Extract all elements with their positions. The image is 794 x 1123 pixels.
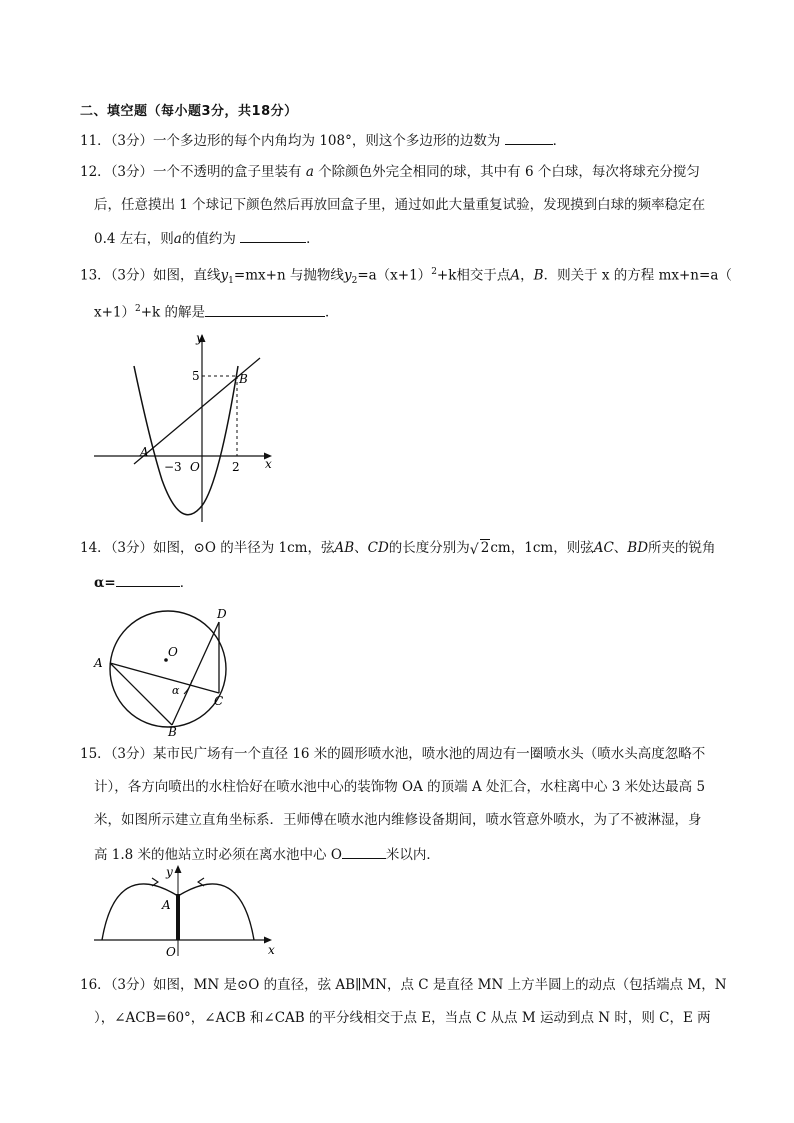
q14-text-1d: 所夹的锐角 [648, 540, 716, 556]
q13-comma: ， [520, 267, 534, 284]
question-15-line-1 [80, 744, 720, 764]
q16-number: 16． [80, 977, 111, 993]
q15-answer-blank[interactable] [342, 843, 386, 859]
q13-point-a: A [510, 267, 521, 284]
q16-text-1: 如图，MN 是⊙O 的直径，弦 AB∥MN，点 C 是直径 MN 上方半圆上的动点（包括端点 M，N [153, 977, 727, 993]
q15-number: 15． [80, 746, 111, 762]
q15-left-jet-arrow [152, 878, 158, 886]
q14-chord-bd [172, 622, 219, 725]
q14-sqrt-num: 2 [480, 540, 490, 556]
q13-sup-2: 2 [431, 267, 437, 277]
q13-text-1c: =a（x+1） [357, 267, 432, 284]
q13-label-b: B [239, 372, 248, 386]
q13-label-x: x [265, 457, 272, 471]
question-12-line-1 [80, 162, 720, 182]
q12-text-3b: 的值约为 [181, 231, 236, 247]
q15-score: （3分） [110, 746, 154, 762]
q13-y1: y [220, 267, 229, 284]
q13-label-y: y [196, 331, 203, 345]
q14-alpha-arc [184, 680, 192, 694]
q15-right-jet-arrow [198, 878, 204, 886]
q14-sep: 、 [354, 540, 368, 556]
q12-text-1b: 个除颜色外完全相同的球，其中有 6 个白球，每次将球充分搅匀 [318, 164, 700, 180]
q12-score: （3分） [110, 164, 154, 180]
q11-score: （3分） [110, 133, 154, 149]
question-12-line-3 [94, 227, 734, 249]
question-13-line-1 [80, 262, 732, 291]
q15-text-4b: 米以内． [385, 847, 440, 863]
q13-graph [90, 330, 280, 526]
q16-score: （3分） [110, 977, 154, 993]
q14-chord-ac [110, 663, 219, 693]
question-15-line-4 [94, 843, 734, 865]
q14-text-1c: cm，1cm，则弦 [490, 540, 594, 556]
q13-text-1e: ．则关于 x 的方程 mx+n=a（ [543, 267, 732, 284]
q12-text-1a: 一个不透明的盒子里装有 [153, 164, 302, 180]
q13-label-o: O [190, 460, 200, 474]
q15-label-x: x [268, 943, 275, 957]
q16-text-2: ），∠ACB=60°，∠ACB 和∠CAB 的平分线相交于点 E，当点 C 从点 M 运动到点 N 时，则 C，E 两 [94, 1010, 711, 1026]
q15-label-a: A [162, 898, 171, 912]
question-13-line-2 [94, 299, 734, 323]
q13-text-1d: +k相交于点 [436, 267, 511, 284]
q15-text-4a: 高 1.8 米的他站立时必须在离水池中心 O [94, 847, 342, 863]
q15-text-3: 米，如图所示建立直角坐标系．王师傅在喷水池内维修设备期间，喷水管意外喷水，为了不被淋湿，身 [94, 812, 702, 828]
q14-circle-figure [92, 608, 242, 736]
q14-ab: AB [334, 540, 355, 556]
q15-text-2: 计），各方向喷出的水柱恰好在喷水池中心的装饰物 OA 的顶端 A 处汇合，水柱离中心 3 米处达最高 5 [94, 779, 706, 795]
q13-end: ． [325, 304, 339, 321]
q14-chord-ab [110, 663, 172, 725]
q13-number: 13． [80, 267, 111, 284]
q13-y2: y [343, 267, 352, 284]
q13-text-2a: x+1） [94, 304, 136, 321]
q14-label-o: O [168, 645, 178, 659]
q14-alpha-eq: α= [94, 575, 116, 591]
q14-cd: CD [367, 540, 389, 556]
q12-answer-blank[interactable] [240, 227, 306, 243]
q15-fountain-figure [92, 864, 282, 960]
q13-label-5: 5 [192, 369, 200, 383]
q14-text-1a: 如图，⊙O 的半径为 1cm，弦 [153, 540, 335, 556]
q11-number: 11． [80, 133, 111, 149]
q13-label-2: 2 [232, 460, 240, 474]
q14-label-c: C [214, 694, 224, 708]
q14-ac: AC [593, 540, 614, 556]
question-14-line-2 [94, 571, 734, 593]
q12-end: ． [306, 231, 320, 247]
section-title: 二、填空题（每小题3分，共18分） [80, 104, 298, 119]
q12-text-3a: 0.4 左右，则 [94, 231, 174, 247]
q14-end: ． [179, 575, 194, 591]
q13-text-2b: +k 的解是 [140, 304, 206, 321]
q14-number: 14． [80, 540, 111, 556]
question-16-line-2 [94, 1008, 734, 1028]
question-15-line-2 [94, 777, 734, 797]
q13-y1-sub: 1 [228, 276, 234, 287]
q14-sqrt: √ 2 [469, 540, 490, 558]
q14-circle [110, 611, 226, 727]
question-11 [80, 129, 720, 151]
q13-label-m3: −3 [164, 460, 182, 474]
q14-label-a: A [94, 656, 103, 670]
q13-y2-sub: 2 [351, 276, 358, 287]
q13-label-a: A [140, 445, 149, 459]
q12-var-a: a [305, 164, 314, 180]
q15-text-1: 某市民广场有一个直径 16 米的圆形喷水池，喷水池的周边有一圈喷水头（喷水头高度忽略不 [153, 746, 706, 762]
q13-sup-2b: 2 [135, 304, 141, 314]
q11-end: ． [552, 133, 567, 149]
question-14-line-1 [80, 538, 720, 558]
q14-label-alpha: α [172, 684, 180, 697]
q14-score: （3分） [110, 540, 154, 556]
q12-var-a-2: a [173, 231, 182, 247]
q13-text-1b: =mx+n 与抛物线 [233, 267, 344, 284]
question-16-line-1 [80, 975, 727, 995]
q14-text-1b: 的长度分别为 [388, 540, 470, 556]
q13-point-b: B [533, 267, 544, 284]
q13-text-1a: 如图，直线 [153, 267, 221, 284]
q13-answer-blank[interactable] [205, 301, 325, 317]
q11-answer-blank[interactable] [505, 129, 553, 145]
q15-right-jet [178, 884, 254, 940]
q13-score: （3分） [110, 267, 154, 284]
q11-text: 一个多边形的每个内角均为 108°，则这个多边形的边数为 [153, 133, 501, 149]
q15-label-o: O [166, 945, 176, 959]
q14-label-d: D [217, 608, 227, 621]
question-12-line-2 [94, 195, 734, 215]
q12-number: 12． [80, 164, 111, 180]
q14-answer-blank[interactable] [116, 571, 180, 587]
q12-text-2: 后，任意摸出 1 个球记下颜色然后再放回盒子里，通过如此大量重复试验，发现摸到白球的频率稳定在 [94, 197, 706, 213]
q14-sep2: 、 [613, 540, 628, 556]
q15-y-arrow [175, 865, 182, 873]
q14-label-b: B [168, 725, 177, 736]
q13-parabola [134, 366, 238, 515]
question-15-line-3 [94, 810, 734, 830]
q15-label-y: y [166, 865, 173, 879]
q14-bd: BD [627, 540, 649, 556]
